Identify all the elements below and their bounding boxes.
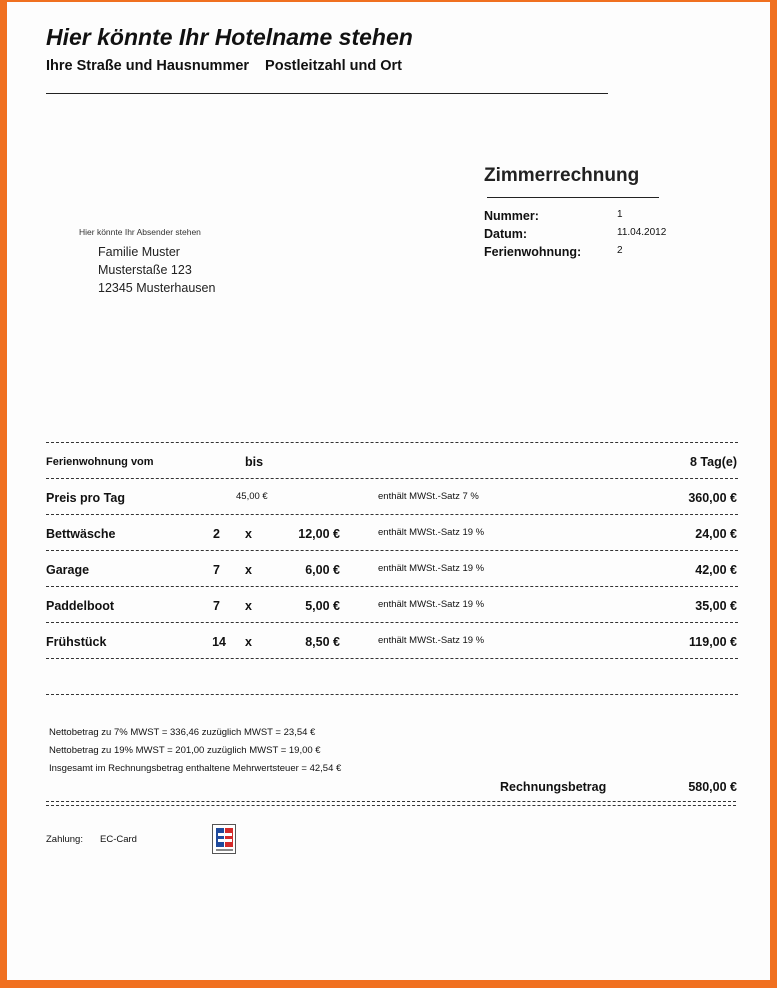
- price-per-day-label: Preis pro Tag: [46, 491, 125, 505]
- recipient-city: 12345 Musterhausen: [98, 281, 216, 295]
- item-x: x: [245, 599, 252, 613]
- item-price: 6,00 €: [305, 563, 340, 577]
- row-divider: [46, 478, 738, 479]
- tax-note-total: Insgesamt im Rechnungsbetrag enthaltene Mehrwertsteuer = 42,54 €: [49, 763, 342, 774]
- row-divider: [46, 586, 738, 587]
- title-underline: [487, 197, 659, 198]
- item-tax: enthält MWSt.-Satz 19 %: [378, 563, 485, 574]
- tax-note-19: Nettobetrag zu 19% MWST = 201,00 zuzüglich MWST = 19,00 €: [49, 745, 321, 756]
- item-name: Paddelboot: [46, 599, 115, 613]
- item-name: Garage: [46, 563, 90, 577]
- table-top-divider: [46, 442, 738, 443]
- stay-duration: 8 Tag(e): [690, 455, 737, 469]
- sender-line: Hier könnte Ihr Absender stehen: [79, 227, 201, 237]
- stay-from-label: Ferienwohnung vom: [46, 456, 154, 468]
- hotel-street: Ihre Straße und Hausnummer: [46, 58, 250, 74]
- item-x: x: [245, 635, 252, 649]
- hotel-name: Hier könnte Ihr Hotelname stehen: [46, 24, 413, 50]
- item-total: 42,00 €: [695, 563, 737, 577]
- item-price: 5,00 €: [305, 599, 340, 613]
- apartment-label: Ferienwohnung:: [484, 245, 582, 259]
- invoice-title: Zimmerrechnung: [484, 165, 640, 186]
- tax-note-7: Nettobetrag zu 7% MWST = 336,46 zuzüglich MWST = 23,54 €: [49, 727, 316, 738]
- header-divider: [46, 93, 608, 94]
- grand-total-value: 580,00 €: [688, 780, 737, 794]
- price-per-day-total: 360,00 €: [688, 491, 737, 505]
- grand-total-label: Rechnungsbetrag: [500, 780, 607, 794]
- item-tax: enthält MWSt.-Satz 19 %: [378, 527, 485, 538]
- item-price: 8,50 €: [305, 635, 340, 649]
- item-name: Bettwäsche: [46, 527, 116, 541]
- row-divider: [46, 550, 738, 551]
- item-qty: 7: [213, 563, 220, 577]
- item-total: 119,00 €: [689, 635, 737, 649]
- item-qty: 14: [212, 635, 226, 649]
- date-label: Datum:: [484, 227, 528, 241]
- price-per-day-tax: enthält MWSt.-Satz 7 %: [378, 491, 479, 502]
- date-value: 11.04.2012: [617, 227, 667, 238]
- price-per-day-unit: 45,00 €: [236, 491, 268, 502]
- hotel-city: Postleitzahl und Ort: [265, 58, 402, 74]
- item-x: x: [245, 527, 252, 541]
- item-total: 35,00 €: [695, 599, 737, 613]
- row-divider: [46, 622, 738, 623]
- row-divider: [46, 514, 738, 515]
- grand-total-double-rule: [46, 801, 736, 806]
- item-name: Frühstück: [46, 635, 107, 649]
- item-qty: 2: [213, 527, 220, 541]
- number-label: Nummer:: [484, 209, 539, 223]
- payment-label: Zahlung:: [46, 834, 83, 845]
- hotel-address: [46, 58, 402, 74]
- item-tax: enthält MWSt.-Satz 19 %: [378, 599, 485, 610]
- payment-method: EC-Card: [100, 834, 137, 845]
- item-price: 12,00 €: [298, 527, 340, 541]
- ec-card-icon: [212, 824, 236, 854]
- item-x: x: [245, 563, 252, 577]
- row-divider: [46, 658, 738, 659]
- stay-to-label: bis: [245, 455, 264, 469]
- item-total: 24,00 €: [695, 527, 737, 541]
- table-bottom-divider: [46, 694, 738, 695]
- item-qty: 7: [213, 599, 220, 613]
- item-tax: enthält MWSt.-Satz 19 %: [378, 635, 485, 646]
- recipient-name: Familie Muster: [98, 245, 180, 259]
- recipient-street: Musterstaße 123: [98, 263, 192, 277]
- number-value: 1: [617, 209, 623, 220]
- apartment-value: 2: [617, 245, 623, 256]
